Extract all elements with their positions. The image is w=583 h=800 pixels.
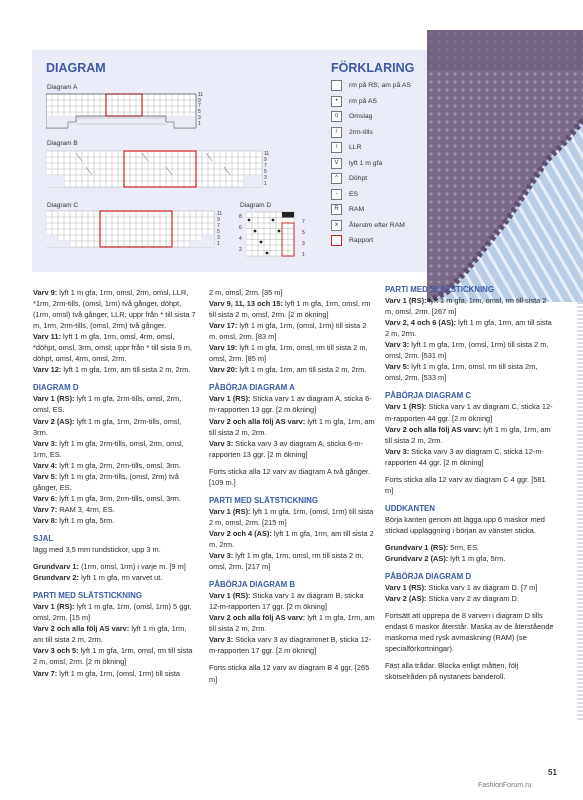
column-3 [385,284,555,683]
legend-label: rm på AS [349,97,377,105]
instruction-lead: Grundvarv 2: [33,573,80,583]
instruction-paragraph [209,634,375,656]
instruction-lead: Varv 1 (RS): [33,394,75,404]
diagram-a-chart [46,92,206,130]
instruction-text: Sticka varv 3 av diagram C, sticka 12-m-rapporten 44 ggr. [2 m ökning] [385,446,544,467]
column-2 [209,287,375,685]
legend-symbol-icon: ^ [331,173,342,184]
instruction-text: Sticka varv 3 av diagram A, sticka 6-m-rapporten 13 ggr. [2 m ökning] [209,438,364,459]
instruction-text: lyft 1 m gfa, 2rm-tills, omsl, 2rm, omsl, 1rm, ES. [33,438,184,459]
instruction-lead: Varv 2 och alla följ AS varv: [385,424,482,434]
diagram-b-label: Diagram B [47,140,78,147]
instruction-text: lyft 1 m gfa, 1rm, am till sista 2 m, 2rm. [209,613,375,634]
legend-symbol-icon: V [331,158,342,169]
instruction-text: lyft 1 m gfa, 1rm, (omsl, 1rm) till sista [57,668,181,678]
instruction-text: Forts sticka alla 12 varv av diagram B 4 ggr. [265 m] [209,663,370,684]
diagram-c-label: Diagram C [47,202,79,209]
legend-item [331,125,426,141]
instruction-lead: Varv 8: [33,515,58,525]
row-number: 3 [217,235,220,241]
section-heading: PARTI MED SLÄTSTICKNING [385,285,495,294]
legend-symbol-icon: / [331,127,342,138]
diagram-heading: DIAGRAM [46,61,106,75]
instruction-text: lyft 1 m gfa, 1rm, omsl, rm till sista 2 m, omsl, 2rm. [217 m] [209,551,364,572]
row-number: 11 [198,92,204,98]
row-number: 7 [264,163,267,169]
instruction-paragraph [209,438,375,460]
instruction-text: lyft 1 m gfa, 1rm, (omsl, 1rm) till sista 2 m, omsl, 2rm. [531 m] [385,340,549,361]
instruction-text: lyft 1 m gfa, 1rm, am till sista 2 m, 2rm. [385,424,551,445]
instruction-lead: Varv 12: [33,365,62,375]
instruction-lead: Varv 1 (RS): [385,583,427,593]
instruction-paragraph [385,339,555,361]
instruction-lead: Varv 2 och 4 (AS): [209,528,272,538]
legend-symbol-icon: R [331,204,342,215]
legend-item [331,202,426,218]
instruction-text: lyft 1 m gfa, 1rm, am till sista 2 m, 2rm. [385,318,552,339]
diagram-b-chart [46,149,271,189]
instruction-paragraph [209,393,375,415]
instruction-lead: Varv 19: [209,343,238,353]
diagram-d-col-numbers [239,212,242,256]
row-number: 4 [239,236,242,242]
instruction-lead: Varv 3 och 5: [33,646,79,656]
section-heading: PARTI MED SLÄTSTICKNING [209,495,319,505]
instruction-lead: Varv 3: [385,446,410,456]
instruction-text: lägg med 3,5 mm rundstickor, upp 3 m. [33,545,161,555]
legend-item [331,233,426,249]
instruction-lead: Varv 5: [33,471,58,481]
instruction-lead: Varv 2 och alla följ AS varv: [209,416,306,426]
instruction-paragraph [209,590,375,612]
instruction-text: Sticka varv 1 av diagram A, sticka 6-m-rapporten 13 ggr. [2 m ökning] [209,394,372,415]
instruction-paragraph [385,361,555,383]
instruction-text: lyft 1 m gfa, 3rm, 2rm-tills, omsl, 3rm. [57,493,181,503]
instruction-paragraph [33,572,198,583]
instruction-text: 5rm, ES. [448,542,480,552]
legend-symbol-icon [331,80,342,91]
instruction-text: lyft 1 m gfa, 1rm, (omsl, 1rm) till sista 2 m, omsl, 2rm. [215 m] [209,506,374,527]
legend-label: ES [349,190,359,198]
row-number: 3 [198,114,201,121]
instruction-paragraph [385,401,555,423]
instruction-paragraph [385,553,555,564]
instruction-lead: Varv 9: [33,288,58,297]
legend-symbol-icon: x [331,220,342,231]
instruction-paragraph [209,612,375,634]
instruction-lead: Grundvarv 2 (AS): [385,554,449,564]
instruction-paragraph [33,504,198,515]
legend-item [331,187,426,203]
diagram-d-label: Diagram D [240,202,272,209]
instruction-lead: Varv 7: [33,668,58,678]
instruction-text: lyft 1 m gfa, 1rm, omsl, rm till sista 2 m, omsl, 2rm. [2 m ökning] [209,299,371,320]
instruction-text: lyft 1 m gfa, 2rm, 2rm-tills, omsl, 3rm. [57,460,181,470]
row-number: 9 [264,157,267,163]
instruction-text: 2 m, omsl, 2rm. [35 m] [209,288,283,297]
instruction-paragraph [385,424,555,446]
instruction-lead: Varv 1 (RS): [209,591,251,601]
legend-label: Döhpt [349,175,368,183]
instruction-lead: Varv 4: [33,460,58,470]
instruction-lead: Varv 2 (AS): [385,594,427,604]
instruction-lead: Varv 17: [209,321,238,331]
row-number: 11 [217,211,223,217]
legend-symbol-icon: • [331,96,342,107]
watermark-text: FashionForum.ru [478,782,532,789]
instruction-paragraph [385,593,555,604]
legend [331,78,426,249]
instruction-text: RAM 3, 4rm, ES. [57,504,115,514]
instruction-text: lyft 1 m gfa, 1rm, omsl, 2rm, omsl, LLR, *1rm, 2rm-tills, (omsl, 1rm) två gånger, döhpt, (1rm, omsl) två gånger, LLR; uppr från * till sista 7 m, 1rm, 2rm-tills, (omsl, 2rm) två gånger. [33,288,196,331]
instruction-paragraph [209,342,375,364]
diagram-c-chart [46,209,226,249]
instruction-paragraph [385,660,555,682]
instruction-paragraph [33,561,198,572]
legend-label: LLR [349,144,362,152]
instruction-text: lyft 1 m gfa, 1rm, omsl, rm till sista 2m, omsl, 2rm. [533 m] [385,362,538,383]
row-number: 5 [217,229,220,235]
instruction-text: lyft 1 m gfa, 1rm, am till sista 2 m, 2rm. [209,528,374,549]
instruction-text: Sticka varv 1 av diagram D. [7 m] [426,583,538,593]
instruction-paragraph [33,416,198,438]
instruction-lead: Varv 1 (RS): [209,506,251,516]
instruction-paragraph [33,544,198,555]
instruction-lead: Varv 3: [33,438,58,448]
instruction-text: Fortsätt att upprepa de 8 varven i diagram D tills endast 6 maskor återstår. Maska av de återstående maskorna med rysk avmaskning (RAM) (se specialförkortningar). [385,611,554,654]
row-number: 7 [198,103,201,110]
instruction-paragraph [33,393,198,415]
instruction-text: Fäst alla trådar. Blocka enligt måtten, följ skötselråden på nystanets banderoll. [385,661,519,682]
legend-label: lyft 1 m gfa [349,159,383,167]
instruction-lead: Varv 5: [385,362,410,372]
instruction-text: Sticka varv 3 av diagrammet B, sticka 12-m-rapporten 17 ggr. [2 m ökning] [209,635,372,656]
diagram-a-label: Diagram A [47,84,78,91]
instruction-paragraph [33,471,198,493]
section-heading: PÅBÖRJA DIAGRAM D [385,572,472,582]
diagram-b-row-numbers [264,151,269,187]
instruction-lead: Grundvarv 1 (RS): [385,542,449,552]
legend-item [331,94,426,110]
page-edge-decoration [577,302,583,722]
legend-item [331,171,426,187]
instruction-text: lyft 1 m gfa, 1rm, omsl, 4rm, omsl, *döhpt, omsl, 3rm, omsl; uppr från * till sista 9 m, döhpt, omsl, 4rm, omsl, 2rm. [33,332,192,364]
row-number: 1 [264,181,267,187]
section-heading: PÅBÖRJA DIAGRAM C [385,391,472,401]
instruction-paragraph [385,317,555,339]
instruction-text: Börja kanten genom att lägga upp 6 maskor med stickad uppläggning i början av vänster sticka. [385,514,545,535]
legend-heading: FÖRKLARING [331,61,415,75]
legend-item [331,78,426,94]
instruction-lead: Varv 9, 11, 13 och 15: [209,299,283,309]
instruction-text: Sticka varv 1 av diagram C, sticka 12-m-rapporten 44 ggr. [2 m ökning] [385,402,553,423]
row-number: 9 [198,97,201,104]
diagram-c-row-numbers [217,211,222,247]
instruction-lead: Varv 3: [385,340,410,350]
instruction-paragraph [209,416,375,438]
instruction-text: lyft 1 m gfa, 1rm, omsl, rm till sista 2 m, omsl, 2rm. [267 m] [385,296,547,317]
instruction-paragraph [209,287,375,298]
row-number: 3 [264,175,267,181]
instruction-lead: Varv 1 (RS): [385,296,427,306]
diagram-d-row-numbers [302,217,305,261]
instruction-text: lyft 1 m gfa, 5rm. [448,554,506,564]
instruction-lead: Varv 1 (RS): [209,394,251,404]
instruction-lead: Varv 11: [33,332,61,342]
instruction-paragraph [209,550,375,572]
legend-label: RAM [349,206,365,214]
row-number: 6 [239,225,242,231]
instruction-text: lyft 1 m gfa, rm varvet ut. [79,573,163,583]
row-number: 8 [239,214,242,220]
section-heading: DIAGRAM D [33,383,79,393]
instruction-paragraph [385,542,555,553]
legend-item [331,218,426,234]
instruction-lead: Varv 2 och alla följ AS varv: [209,613,306,623]
instruction-text: lyft 1 m gfa, 1rm, omsl, rm till sista 2 m, omsl, 2rm. [2 m ökning] [33,646,193,667]
row-number: 2 [239,247,242,253]
instruction-text: lyft 1 m gfa, 1rm, 2rm-tills, omsl, 3rm. [33,416,182,437]
instruction-paragraph [385,446,555,468]
instruction-text: lyft 1 m gfa, 1rm, am till sista 2 m, 2rm. [61,365,191,375]
section-heading: PÅBÖRJA DIAGRAM B [209,580,296,590]
instruction-lead: Varv 2 och alla följ AS varv: [33,624,130,634]
section-heading: PÅBÖRJA DIAGRAM A [209,383,295,393]
row-number: 7 [302,219,305,225]
instruction-paragraph [209,662,375,684]
instruction-paragraph [385,610,555,654]
instruction-lead: Varv 3: [209,438,234,448]
instruction-paragraph [33,645,198,667]
legend-label: 2rm-tills [349,128,373,136]
instruction-paragraph [385,474,555,496]
legend-label: Rapport [349,237,374,245]
diagram-a-row-numbers [198,93,203,127]
instruction-lead: Varv 2, 4 och 6 (AS): [385,318,457,328]
row-number: 5 [264,169,267,175]
instruction-lead: Varv 1 (RS): [33,602,75,612]
row-number: 7 [217,223,220,229]
diagram-d-chart [246,210,302,258]
instruction-text: Sticka varv 2 av diagram D. [426,594,519,604]
instruction-text: lyft 1 m gfa, 1rm, omsl, rm till sista 2 m, omsl, 2rm. [85 m] [209,343,368,364]
legend-label: Återstm efter RAM [349,221,405,229]
instruction-paragraph [33,460,198,471]
instruction-text: lyft 1 m gfa, 1rm, (omsl, 1rm) 5 ggr, omsl, 2rm. [15 m] [33,602,192,623]
instruction-paragraph [33,331,198,364]
section-heading: UDDKANTEN [385,503,435,513]
instruction-paragraph [33,601,198,623]
instruction-text: lyft 1 m gfa, 2rm-tills, omsl, 2rm, omsl, ES. [33,394,182,415]
instruction-lead: Varv 3: [209,551,234,561]
instruction-lead: Varv 1 (RS): [385,402,427,412]
legend-item [331,140,426,156]
row-number: 1 [217,241,220,247]
instruction-lead: Varv 20: [209,365,238,375]
legend-item [331,156,426,172]
row-number: 5 [302,230,305,236]
instruction-lead: Varv 2 (AS): [33,416,75,426]
section-heading: SJAL [33,533,54,543]
instruction-paragraph [33,623,198,645]
instruction-text: (1rm, omsl, 1rm) i varje m. [9 m] [79,562,186,572]
row-number: 1 [302,252,305,258]
instruction-paragraph [33,515,198,526]
row-number: 3 [302,241,305,247]
instruction-text: lyft 1 m gfa, 2rm-tills, (omsl, 2rm) två gånger, ES. [33,471,179,492]
row-number: 11 [264,151,270,157]
instruction-paragraph [33,287,198,331]
instruction-lead: Varv 3: [209,635,234,645]
instruction-text: lyft 1 m gfa, 1rm, am till sista 2 m, 2rm. [33,624,187,645]
instruction-paragraph [385,295,555,317]
instruction-text: lyft 1 m gfa, 5rm. [57,515,115,525]
instruction-paragraph [33,668,198,679]
page-number: 51 [548,768,557,777]
row-number: 5 [198,109,201,116]
legend-item [331,109,426,125]
instruction-paragraph [33,493,198,504]
instruction-text: lyft 1 m gfa, 1rm, (omsl, 1rm) till sista 2 m, omsl, 2rm. [83 m] [209,321,367,342]
instruction-paragraph [33,364,198,375]
instruction-text: Sticka varv 1 av diagram B, sticka 12-m-rapporten 17 ggr. [2 m ökning] [209,591,364,612]
row-number: 1 [198,120,201,127]
instruction-paragraph [209,528,375,550]
legend-symbol-icon: - [331,189,342,200]
instruction-paragraph [209,298,375,320]
instruction-lead: Grundvarv 1: [33,562,80,572]
legend-symbol-icon [331,235,342,246]
section-heading: PARTI MED SLÄTSTICKNING [33,591,143,601]
instruction-text: Forts sticka alla 12 varv av diagram A två gånger. [109 m.] [209,466,371,487]
column-1 [33,287,198,679]
instruction-paragraph [385,582,555,593]
shawl-photo [427,30,583,302]
instruction-paragraph [209,506,375,528]
instruction-paragraph [33,438,198,460]
legend-label: Omslag [349,113,373,121]
instruction-text: lyft 1 m gfa, 1rm, am till sista 2 m, 2rm. [209,416,375,437]
instruction-paragraph [209,466,375,488]
legend-symbol-icon: \ [331,142,342,153]
instruction-text: Forts sticka alla 12 varv av diagram C 4 ggr. [581 m] [385,474,546,495]
instruction-lead: Varv 7: [33,504,58,514]
instruction-paragraph [209,364,375,375]
row-number: 9 [217,217,220,223]
instruction-paragraph [385,514,555,536]
legend-symbol-icon: o [331,111,342,122]
instruction-text: lyft 1 m gfa, 1rm, am till sista 2 m, 2rm. [237,365,367,375]
instruction-lead: Varv 6: [33,493,58,503]
instruction-paragraph [209,320,375,342]
legend-label: rm på RS; am på AS [349,82,411,90]
